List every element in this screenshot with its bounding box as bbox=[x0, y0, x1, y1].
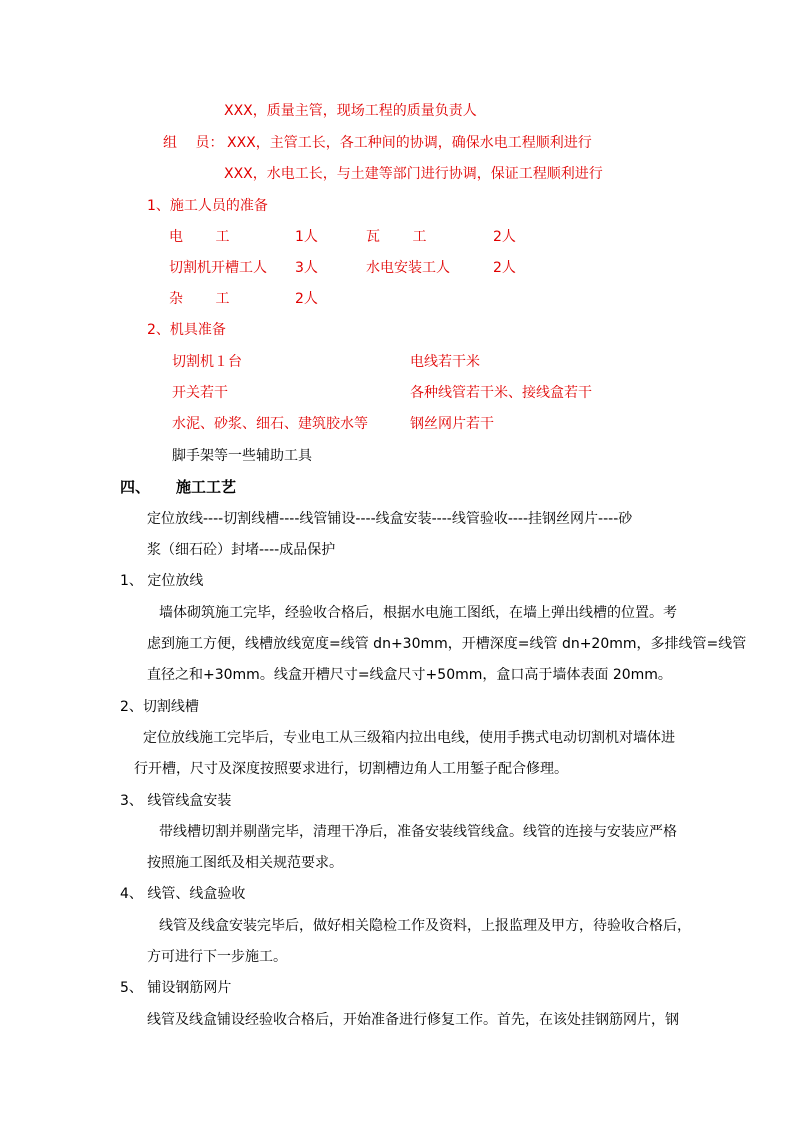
staff-name: 瓦 工 bbox=[366, 229, 427, 245]
body-line: 按照施工图纸及相关规范要求。 bbox=[147, 855, 343, 871]
staff-count: 2人 bbox=[493, 229, 516, 245]
tool-item: 水泥、砂浆、细石、建筑胶水等 bbox=[172, 416, 368, 432]
staff-count: 2人 bbox=[295, 291, 318, 307]
body-line: 行开槽，尺寸及深度按照要求进行，切割槽边角人工用錾子配合修理。 bbox=[134, 761, 568, 777]
body-line: 定位放线施工完毕后，专业电工从三级箱内拉出电线，使用手携式电动切割机对墙体进 bbox=[143, 730, 675, 746]
staff-count: 3人 bbox=[295, 260, 318, 276]
subsection-title: 2、切割线槽 bbox=[120, 699, 199, 715]
body-line: 虑到施工方便，线槽放线宽度=线管 dn+30mm，开槽深度=线管 dn+20mm，多排线管=线管 bbox=[147, 636, 747, 652]
staff-name: 电 工 bbox=[169, 229, 230, 245]
staff-name: 杂 工 bbox=[169, 291, 230, 307]
staff-name: 切割机开槽工人 bbox=[169, 260, 267, 276]
tools-extra: 脚手架等一些辅助工具 bbox=[172, 448, 312, 464]
subsection-title: 3、 线管线盒安装 bbox=[120, 793, 232, 809]
tool-item: 各种线管若干米、接线盒若干 bbox=[410, 385, 592, 401]
body-line: 直径之和+30mm。线盒开槽尺寸=线盒尺寸+50mm，盒口高于墙体表面 20mm。 bbox=[147, 667, 672, 683]
section-number: 四、 bbox=[120, 478, 151, 496]
team-line-mep: XXX，水电工长，与土建等部门进行协调，保证工程顺利进行 bbox=[224, 166, 603, 182]
section-title: 施工工艺 bbox=[176, 478, 237, 496]
staff-count: 1人 bbox=[295, 229, 318, 245]
subsection-title: 4、 线管、线盒验收 bbox=[120, 886, 246, 902]
body-line: 方可进行下一步施工。 bbox=[147, 949, 287, 965]
tool-item: 钢丝网片若干 bbox=[410, 416, 494, 432]
body-line: 线管及线盒安装完毕后，做好相关隐检工作及资料，上报监理及甲方，待验收合格后， bbox=[159, 918, 691, 934]
team-line-quality: XXX，质量主管，现场工程的质量负责人 bbox=[224, 103, 477, 119]
subsection-title: 5、 铺设钢筋网片 bbox=[120, 980, 232, 996]
team-line-foreman: XXX，主管工长，各工种间的协调，确保水电工程顺利进行 bbox=[227, 135, 592, 151]
tool-item: 电线若干米 bbox=[410, 354, 480, 370]
tool-item: 切割机１台 bbox=[172, 354, 242, 370]
tools-heading: 2、机具准备 bbox=[147, 322, 226, 338]
staff-name: 水电安装工人 bbox=[366, 260, 450, 276]
process-flow-line: 浆（细石砼）封堵----成品保护 bbox=[147, 542, 336, 558]
tool-item: 开关若干 bbox=[172, 385, 228, 401]
subsection-title: 1、 定位放线 bbox=[120, 573, 204, 589]
body-line: 线管及线盒铺设经验收合格后，开始准备进行修复工作。首先，在该处挂钢筋网片，钢 bbox=[147, 1012, 679, 1028]
staff-count: 2人 bbox=[493, 260, 516, 276]
body-line: 带线槽切割并剔凿完毕，清理干净后，准备安装线管线盒。线管的连接与安装应严格 bbox=[159, 824, 677, 840]
staff-heading: 1、施工人员的准备 bbox=[147, 198, 268, 214]
body-line: 墙体砌筑施工完毕，经验收合格后，根据水电施工图纸，在墙上弹出线槽的位置。考 bbox=[159, 605, 677, 621]
process-flow-line: 定位放线----切割线槽----线管铺设----线盒安装----线管验收----挂钢丝网片----砂 bbox=[147, 511, 633, 527]
team-member-label: 组 员： bbox=[163, 135, 224, 151]
